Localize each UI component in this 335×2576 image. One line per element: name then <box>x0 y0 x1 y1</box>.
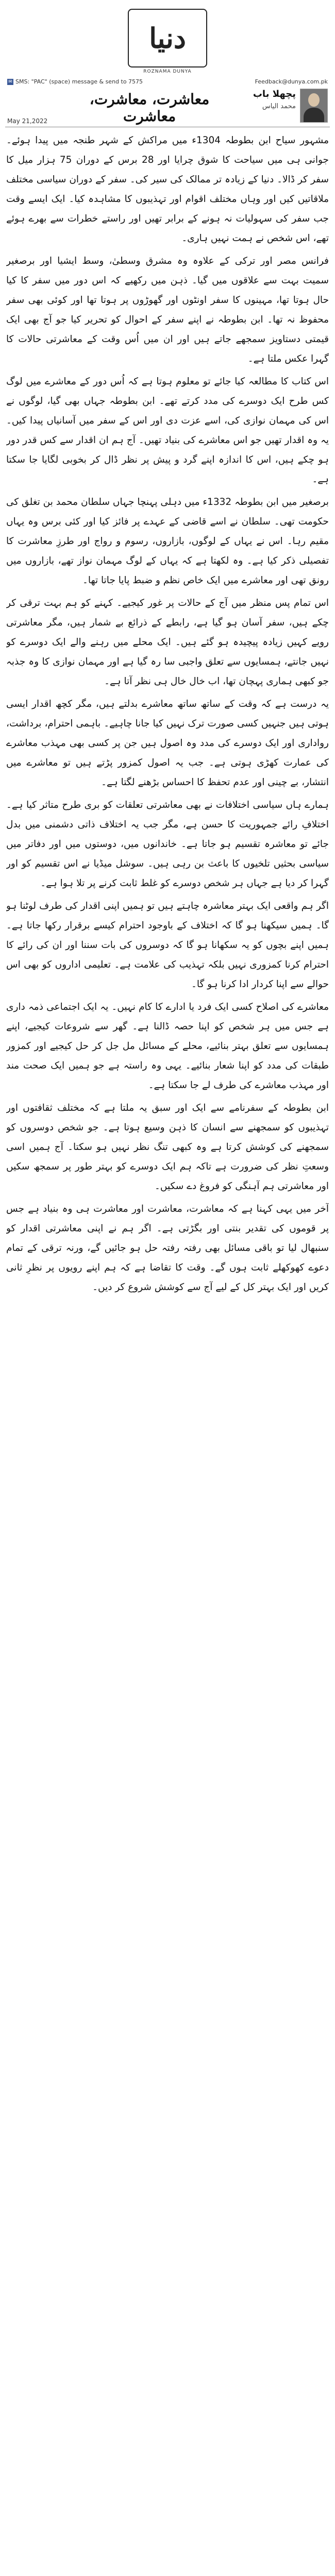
feedback-text: Feedback@dunya.com.pk <box>255 78 328 85</box>
article-body <box>6 131 329 2576</box>
message-icon: ✉ <box>7 79 13 85</box>
logo-frame <box>128 9 207 67</box>
article-headline: معاشرت، معاشرت، معاشرت <box>89 91 210 125</box>
author-block <box>253 89 296 110</box>
author-name: محمد الیاس <box>262 103 296 110</box>
column-name: پچھلا باب <box>253 89 296 99</box>
byline <box>250 89 328 129</box>
publish-date: May 21,2022 <box>7 117 48 125</box>
article-paragraph: فرانس مصر اور ترکی کے علاوہ وہ مشرق وسطیٰ، وسط ایشیا اور برصغیر سمیت بہت سے علاقوں میں گیا۔ ذہن میں رکھیے کہ اس دور میں سفر کا کیا حال ہوتا تھا، مہینوں کا سفر اونٹوں اور گھوڑوں پر ہوتا تھا اور کوئی بھی سفر محفوظ نہ تھا۔ ابن بطوطہ نے اپنے سفر کے احوال کو تحریر کیا جو آج بھی ایک قیمتی دستاویز سمجھے جاتے ہیں اور ان میں اُس وقت کے معاشرتی حالات کا گہرا عکس ملتا ہے۔ <box>6 256 329 364</box>
sms-info <box>7 78 143 85</box>
logo-text: دنیا <box>149 22 186 55</box>
article-paragraph: یہ درست ہے کہ وقت کے ساتھ ساتھ معاشرے بدلتے ہیں، مگر کچھ اقدار ایسی ہوتی ہیں جنہیں کسی صورت ترک نہیں کیا جانا چاہیے۔ باہمی احترام، برداشت، رواداری اور ایک دوسرے کی مدد وہ اصول ہیں جن پر کسی بھی مہذب معاشرے کی عمارت کھڑی ہوتی ہے۔ جب یہ اصول کمزور پڑتے ہیں تو معاشرے میں انتشار، بے چینی اور عدم تحفظ کا احساس بڑھنے لگتا ہے۔ <box>6 699 329 788</box>
sms-text: SMS: "PAC" (space) message & send to 7575 <box>15 78 143 85</box>
article-paragraph: معاشرے کی اصلاح کسی ایک فرد یا ادارے کا کام نہیں۔ یہ ایک اجتماعی ذمہ داری ہے جس میں ہر شخص کو اپنا حصہ ڈالنا ہے۔ گھر سے شروعات کیجیے، اپنے ہمسایوں سے تعلق بہتر بنائیے، محلے کے مسائل مل جل کر حل کیجیے اور کمزور طبقات کی مدد کو اپنا شعار بنائیے۔ یہی وہ راستہ ہے جو ہمیں ایک صحت مند اور مہذب معاشرے کی طرف لے جا سکتا ہے۔ <box>6 1002 329 1091</box>
logo-tagline: ROZNAMA DUNYA <box>143 69 192 74</box>
article-paragraph: آخر میں یہی کہنا ہے کہ معاشرت، معاشرت اور معاشرت ہی وہ بنیاد ہے جس پر قوموں کی تقدیر بنتی اور بگڑتی ہے۔ اگر ہم نے اپنی معاشرتی اقدار کو سنبھال لیا تو باقی مسائل بھی رفتہ رفتہ حل ہو جائیں گے، ورنہ ترقی کے تمام دعوے کھوکھلے ثابت ہوں گے۔ وقت کا تقاضا ہے کہ ہم اپنے رویوں پر نظرِ ثانی کریں اور ایک بہتر کل کے لیے آج سے کوشش شروع کر دیں۔ <box>6 1204 329 1293</box>
article-paragraph: ابن بطوطہ کے سفرنامے سے ایک اور سبق یہ ملتا ہے کہ مختلف ثقافتوں اور تہذیبوں کو سمجھنے سے انسان کا ذہن وسیع ہوتا ہے۔ جو شخص دوسروں کو سمجھنے کی کوشش کرتا ہے وہ کبھی تنگ نظر نہیں ہو سکتا۔ آج ہمیں اسی وسعتِ نظر کی ضرورت ہے تاکہ ہم ایک دوسرے کو بہتر طور پر سمجھ سکیں اور معاشرتی ہم آہنگی کو فروغ دے سکیں۔ <box>6 1103 329 1192</box>
article-paragraph: ہمارے ہاں سیاسی اختلافات نے بھی معاشرتی تعلقات کو بری طرح متاثر کیا ہے۔ اختلافِ رائے جمہوریت کا حسن ہے، مگر جب یہ اختلاف ذاتی دشمنی میں بدل جائے تو معاشرہ تقسیم ہو جاتا ہے۔ خاندانوں میں، دوستوں میں اور دفاتر میں سیاسی بحثیں تلخیوں کا باعث بن رہی ہیں۔ سوشل میڈیا نے اس تقسیم کو اور گہرا کر دیا ہے جہاں ہر شخص دوسرے کو غلط ثابت کرنے پر تلا ہوا ہے۔ <box>6 800 329 889</box>
newspaper-logo <box>126 7 209 69</box>
feedback-email[interactable] <box>255 78 328 85</box>
article-paragraph: مشہور سیاح ابن بطوطہ 1304ء میں مراکش کے شہر طنجہ میں پیدا ہوئے۔ جوانی ہی میں سیاحت کا شوق چرایا اور 28 برس کے دوران 75 ہزار میل کا سفر کر ڈالا۔ دنیا کے زیادہ تر ممالک کی سیر کی۔ سفر کے دوران سیاسی مختلف ملاقاتیں کیں اور وہاں مختلف اقوام اور تہذیبوں کا مشاہدہ کیا۔ ایک ایسے وقت جب سفر کی سہولیات نہ ہونے کے برابر تھیں اور راستے خطرات سے بھرے ہوئے تھے، اس شخص نے ہمت نہیں ہاری۔ <box>6 135 329 244</box>
article-paragraph: اگر ہم واقعی ایک بہتر معاشرہ چاہتے ہیں تو ہمیں اپنی اقدار کی طرف لوٹنا ہو گا۔ ہمیں سیکھنا ہو گا کہ اختلاف کے باوجود احترام کیسے برقرار رکھا جاتا ہے۔ ہمیں اپنے بچوں کو یہ سکھانا ہو گا کہ دوسروں کی بات سننا اور ان کی رائے کا احترام کرنا کمزوری نہیں بلکہ تہذیب کی علامت ہے۔ تعلیمی اداروں کو بھی اس حوالے سے اپنا کردار ادا کرنا ہو گا۔ <box>6 901 329 990</box>
article-paragraph: برصغیر میں ابن بطوطہ 1332ء میں دہلی پہنچا جہاں سلطان محمد بن تغلق کی حکومت تھی۔ سلطان نے اسے قاضی کے عہدے پر فائز کیا اور کئی برس وہ یہاں مقیم رہا۔ اس نے یہاں کے لوگوں، بازاروں، رسوم و رواج اور طرزِ معاشرت کا تفصیلی ذکر کیا ہے۔ وہ لکھتا ہے کہ یہاں کے لوگ مہمان نواز تھے، بازاروں میں رونق تھی اور معاشرے میں ایک خاص نظم و ضبط پایا جاتا تھا۔ <box>6 497 329 586</box>
article-paragraph: اس کتاب کا مطالعہ کیا جائے تو معلوم ہوتا ہے کہ اُس دور کے معاشرے میں لوگ کس طرح ایک دوسرے کی مدد کرتے تھے۔ ابن بطوطہ جہاں بھی گیا، لوگوں نے اس کی مہمان نوازی کی، اسے عزت دی اور اس کے سفر میں آسانیاں پیدا کیں۔ یہ وہ اقدار تھیں جو اس معاشرے کی بنیاد تھیں۔ آج ہم ان اقدار سے کس قدر دور ہو چکے ہیں، اس کا اندازہ اپنے گرد و پیش پر نظر ڈال کر بخوبی لگایا جا سکتا ہے۔ <box>6 376 329 485</box>
author-photo <box>300 89 328 123</box>
article-paragraph: اس تمام پس منظر میں آج کے حالات پر غور کیجیے۔ کہنے کو ہم بہت ترقی کر چکے ہیں، سفر آسان ہو گیا ہے، رابطے کے ذرائع بے شمار ہیں، مگر معاشرتی رویے کہیں زیادہ پیچیدہ ہو گئے ہیں۔ ایک محلے میں رہنے والے ایک دوسرے کو نہیں جانتے، ہمسایوں سے تعلق واجبی سا رہ گیا ہے اور مہمان نوازی کا وہ جذبہ جو کبھی ہماری پہچان تھا، اب خال خال ہی نظر آتا ہے۔ <box>6 598 329 687</box>
masthead <box>0 0 335 98</box>
